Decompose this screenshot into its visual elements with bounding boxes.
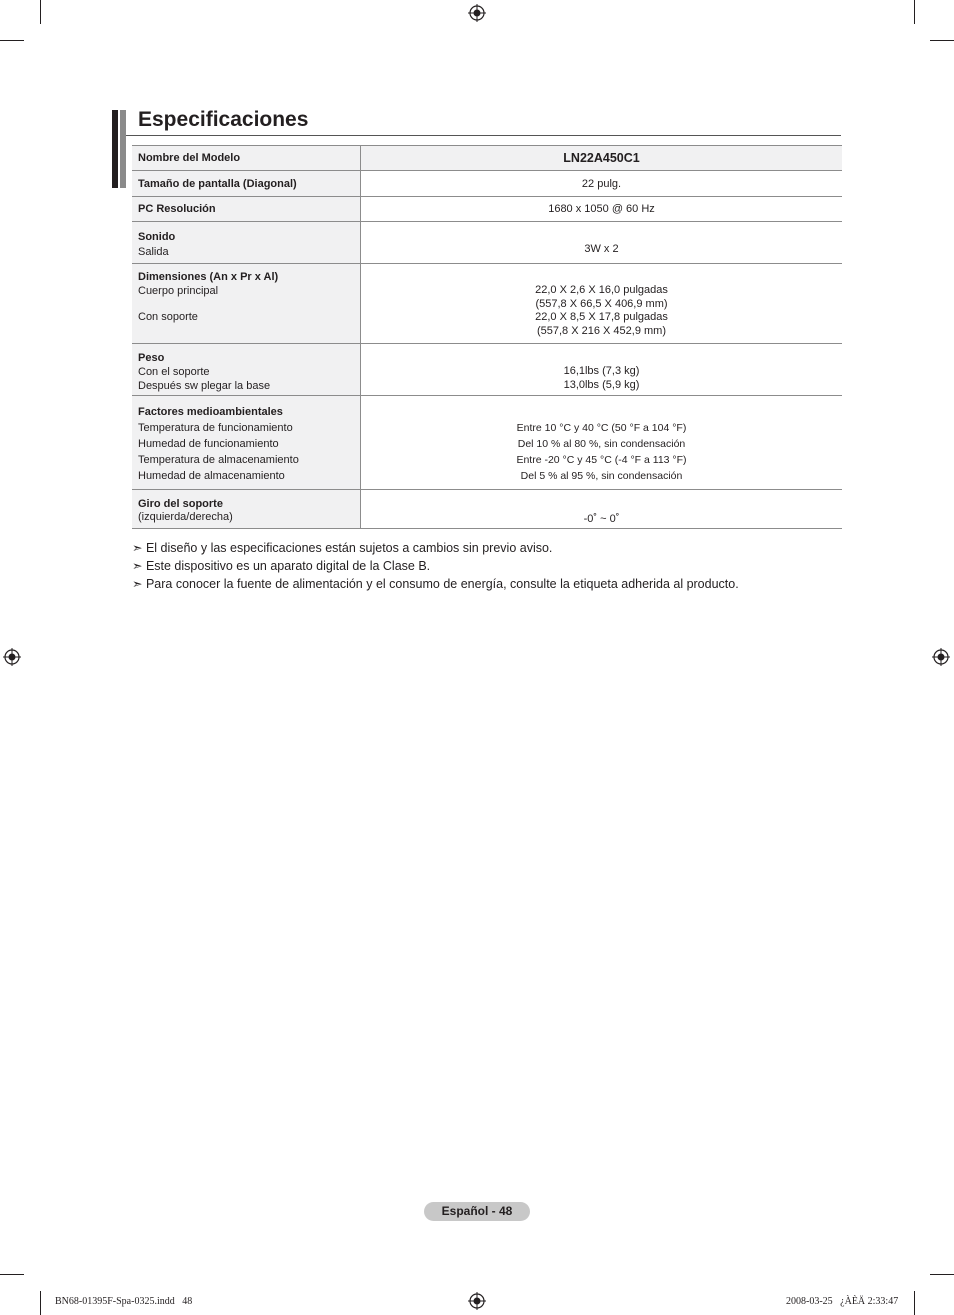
model-name: LN22A450C1 — [563, 151, 640, 165]
row-sublabel: Con soporte — [138, 311, 198, 323]
row-sublabel: Humedad de funcionamiento — [138, 438, 279, 450]
registration-mark-icon — [932, 648, 950, 666]
row-value: 22 pulg. — [581, 177, 622, 190]
registration-mark-icon — [3, 648, 21, 666]
row-value: Entre -20 °C y 45 °C (-4 °F a 113 °F) — [516, 454, 687, 466]
row-value: Entre 10 °C y 40 °C (50 °F a 104 °F) — [516, 422, 687, 434]
table-row — [132, 490, 842, 529]
row-sublabel: (izquierda/derecha) — [138, 511, 233, 523]
note-item: ➣ Este dispositivo es un aparato digital de la Clase B. — [132, 559, 431, 573]
page-number-badge: Español - 48 — [424, 1202, 530, 1221]
title-accent-bar — [112, 110, 118, 188]
note-item: ➣ Para conocer la fuente de alimentación y el consumo de energía, consulte la etiqueta adherida al producto. — [132, 577, 739, 591]
table-row — [132, 344, 842, 396]
crop-mark — [40, 1291, 41, 1315]
row-label: Nombre del Modelo — [138, 152, 241, 164]
registration-mark-icon — [468, 4, 486, 22]
row-label: Tamaño de pantalla (Diagonal) — [138, 177, 297, 190]
crop-mark — [930, 40, 954, 41]
table-cell-value — [361, 146, 843, 171]
table-row — [132, 197, 842, 222]
row-sublabel: Temperatura de almacenamiento — [138, 454, 299, 466]
row-sublabel: Humedad de almacenamiento — [138, 470, 285, 482]
table-cell-value — [361, 396, 843, 490]
table-cell-label — [132, 396, 361, 490]
row-label: Dimensiones (An x Pr x Al) — [138, 271, 279, 283]
table-row — [132, 146, 842, 171]
row-label: Sonido — [138, 231, 176, 243]
registration-mark-icon — [468, 1292, 486, 1310]
crop-mark — [0, 40, 24, 41]
crop-mark — [930, 1274, 954, 1275]
row-sublabel: Temperatura de funcionamiento — [138, 422, 293, 434]
crop-mark — [40, 0, 41, 24]
row-sublabel: Con el soporte — [138, 366, 210, 378]
row-value: 13,0lbs (5,9 kg) — [563, 379, 640, 391]
row-sublabel: Después sw plegar la base — [138, 380, 271, 392]
page-title: Especificaciones — [138, 108, 309, 131]
table-cell-value — [361, 197, 843, 222]
footer-timestamp: 2008-03-25 ¿ÀÈÄ 2:33:47 — [786, 1296, 899, 1307]
table-row — [132, 264, 842, 344]
row-value: Del 10 % al 80 %, sin condensación — [517, 438, 686, 450]
row-value: (557,8 X 66,5 X 406,9 mm) — [535, 297, 668, 310]
row-value: 22,0 X 2,6 X 16,0 pulgadas — [535, 284, 668, 296]
notes-list — [132, 539, 739, 593]
table-cell-label — [132, 264, 361, 344]
table-cell-label — [132, 344, 361, 396]
row-label: Factores medioambientales — [138, 406, 283, 418]
crop-mark — [914, 0, 915, 24]
row-value: Del 5 % al 95 %, sin condensación — [520, 470, 683, 482]
row-value: 3W x 2 — [584, 243, 619, 255]
table-cell-label — [132, 171, 361, 197]
table-row — [132, 222, 842, 264]
crop-mark — [0, 1274, 24, 1275]
table-cell-value — [361, 222, 843, 264]
table-row — [132, 171, 842, 197]
table-cell-value — [361, 264, 843, 344]
row-label: PC Resolución — [138, 203, 216, 215]
title-accent-bar — [120, 110, 126, 188]
table-cell-label — [132, 222, 361, 264]
specifications-table — [132, 145, 842, 529]
table-row — [132, 396, 842, 490]
row-label: Peso — [138, 352, 165, 364]
table-cell-value — [361, 344, 843, 396]
table-cell-label — [132, 146, 361, 171]
row-value: 16,1lbs (7,3 kg) — [563, 365, 640, 377]
table-cell-label — [132, 490, 361, 529]
row-label: Giro del soporte — [138, 498, 223, 510]
row-value: 1680 x 1050 @ 60 Hz — [548, 203, 655, 215]
row-value: 22,0 X 8,5 X 17,8 pulgadas — [535, 311, 668, 323]
table-cell-value — [361, 490, 843, 529]
row-value: (557,8 X 216 X 452,9 mm) — [536, 324, 666, 337]
note-item: ➣ El diseño y las especificaciones están sujetos a cambios sin previo aviso. — [132, 541, 553, 555]
row-sublabel: Salida — [138, 246, 169, 258]
title-divider — [126, 135, 841, 136]
row-sublabel: Cuerpo principal — [138, 284, 219, 297]
table-cell-value — [361, 171, 843, 197]
crop-mark — [914, 1291, 915, 1315]
footer-file-info: BN68-01395F-Spa-0325.indd 48 — [55, 1296, 193, 1307]
table-cell-label — [132, 197, 361, 222]
row-value: -0˚ ~ 0˚ — [583, 513, 620, 525]
